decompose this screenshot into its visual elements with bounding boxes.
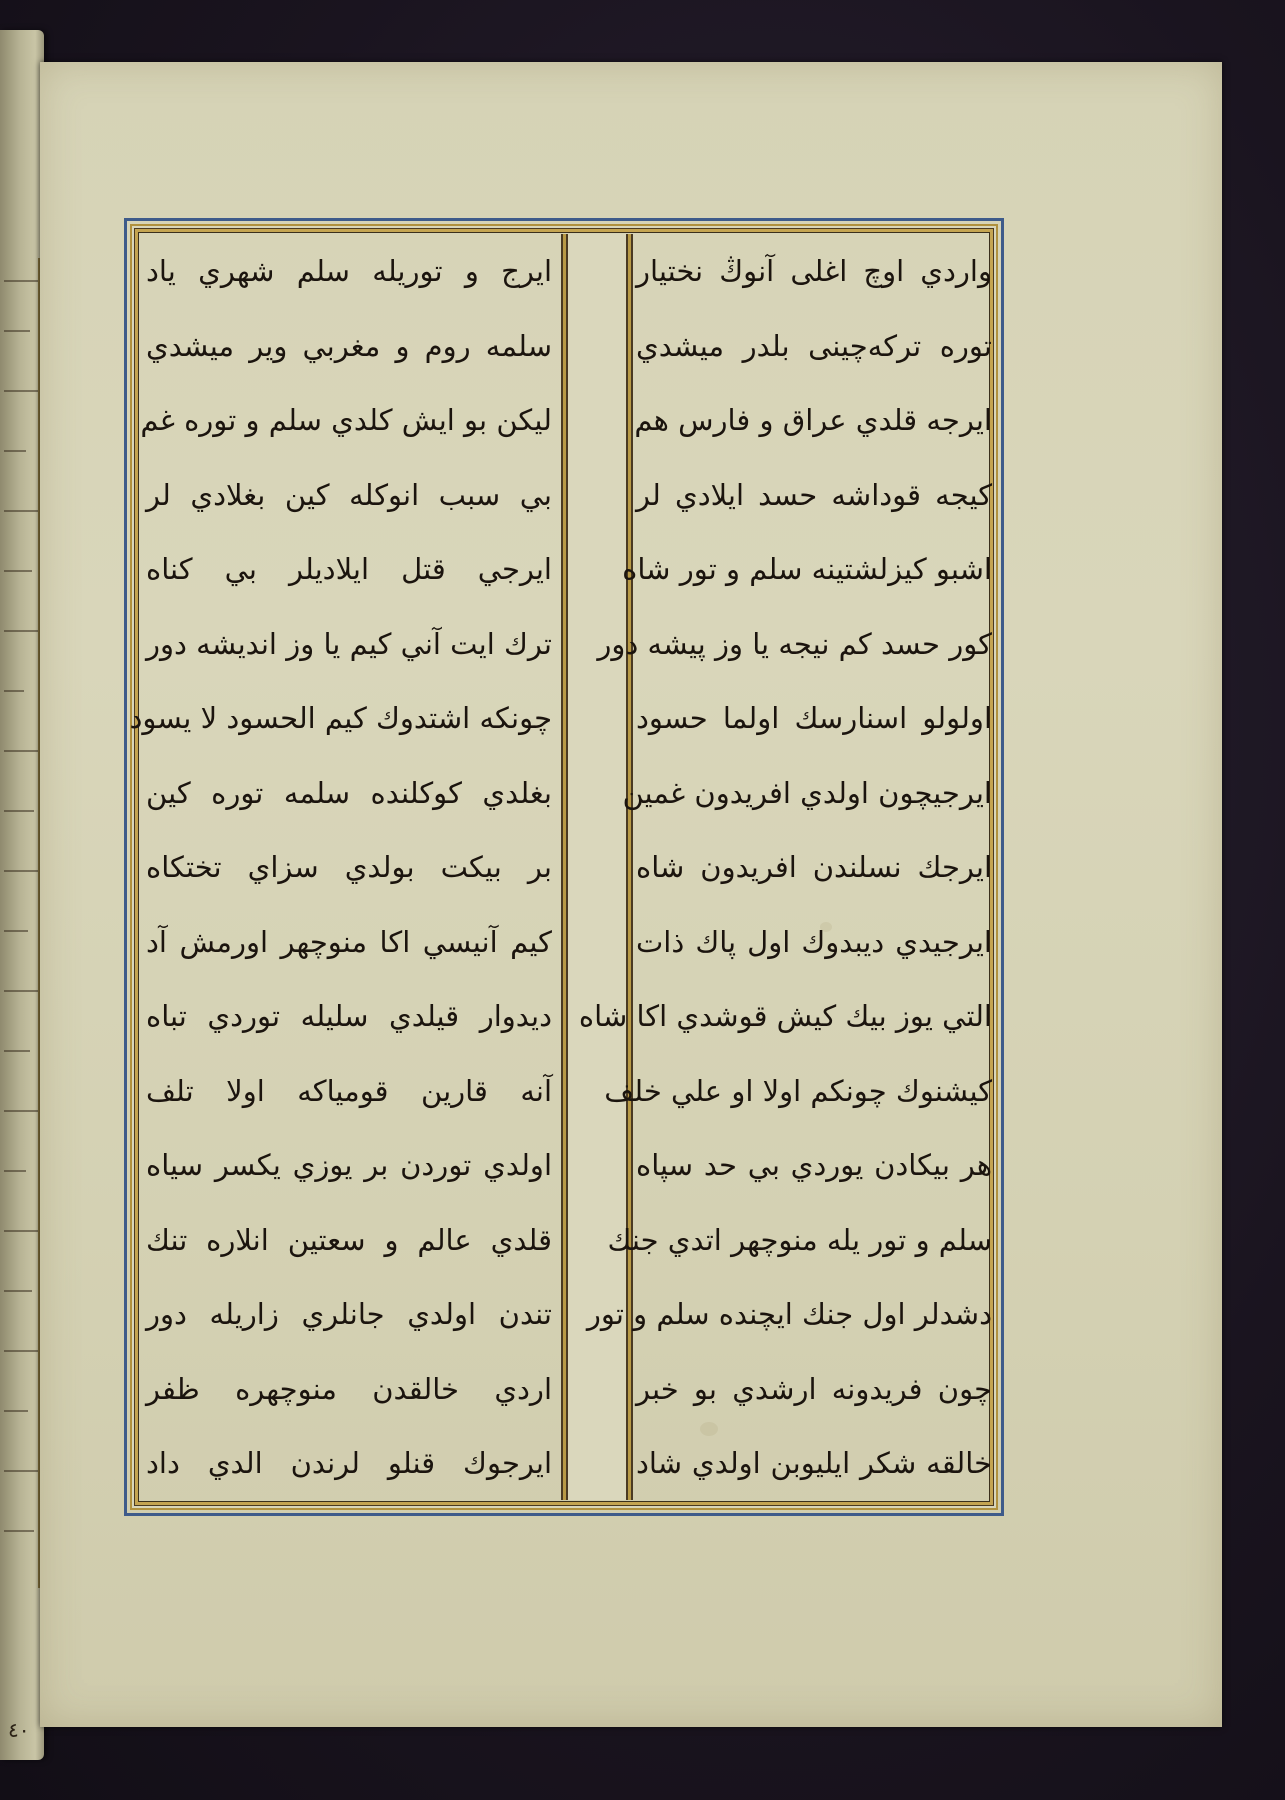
manuscript-page: [40, 62, 1222, 1727]
verse-line: آنه قارين قومياكه اولا تلف: [146, 1073, 552, 1108]
verse-line: چونكه اشتدوك كيم الحسود لا يسود: [129, 701, 552, 735]
verse-line: دشدلر اول جنك ايچنده سلم و تور: [586, 1297, 992, 1331]
verse-line: سلمه روم و مغربي وير ميشدي: [146, 328, 552, 363]
left-column: [129, 240, 556, 1494]
verse-line: ايرج و توريله سلم شهري ياد: [146, 254, 552, 288]
verse-line: هر بيكادن يوردي بي حد سپاه: [636, 1148, 992, 1182]
verse-line: ايرجي قتل ايلاديلر بي كناه: [146, 552, 552, 586]
verse-line: بي سبب انوكله كين بغلادي لر: [146, 477, 552, 512]
folio-number: ٤٠: [8, 1718, 30, 1742]
right-column: [578, 240, 996, 1494]
previous-page-edge: [0, 30, 44, 1760]
verse-line: تندن اولدي جانلري زاريله دور: [146, 1297, 552, 1331]
verse-line: چون فريدونه ارشدي بو خبر: [636, 1371, 992, 1406]
verse-line: كيم آنيسي اكا منوچهر اورمش آد: [146, 924, 552, 959]
verse-line: قلدي عالم و سعتين انلاره تنك: [146, 1222, 552, 1257]
verse-line: ديدوار قيلدي سليله توردي تباه: [146, 999, 552, 1033]
text-frame: [124, 218, 1004, 1516]
verse-line: اردي خالقدن منوچهره ظفر: [146, 1371, 552, 1406]
verse-line: ايرجيچون اولدي افريدون غمين: [622, 775, 992, 810]
verse-line: ايرجوك قنلو لرندن الدي داد: [146, 1446, 552, 1480]
verse-line: ليكن بو ايش كلدي سلم و توره غم: [140, 403, 552, 437]
verse-line: بغلدي كوكلنده سلمه توره كين: [146, 775, 552, 810]
verse-line: بر بيكت بولدي سزاي تختكاه: [146, 850, 552, 884]
verse-line: ايرجه قلدي عراق و فارس هم: [634, 403, 992, 437]
previous-page-frame-rule: [0, 258, 40, 1588]
verse-line: اشبو كيزلشتينه سلم و تور شاه: [622, 552, 992, 586]
verse-line: كور حسد كم نيجه يا وز پيشه دور: [597, 626, 992, 661]
verse-line: تورە تركەچينی بلدر ميشدي: [636, 328, 992, 363]
gold-ruling: [130, 224, 998, 1510]
verse-line: كيجه قوداشه حسد ايلادي لر: [636, 477, 992, 512]
verse-line: التي يوز بيك كيش قوشدي اكا شاه: [578, 999, 992, 1033]
verse-line: اولولو اسنارسك اولما حسود: [636, 701, 992, 735]
verse-line: كيشنوك چونكم اولا او علي خلف: [604, 1073, 992, 1108]
verse-line: ايرجيدي ديبدوك اول پاك ذات: [636, 924, 992, 959]
verse-line: واردي اوچ اغلی آنوڭ نختيار: [636, 254, 992, 288]
verse-line: ايرجك نسلندن افريدون شاه: [636, 850, 992, 884]
verse-line: خالقه شكر ايليوبن اولدي شاد: [636, 1446, 992, 1480]
verse-line: اولدي توردن بر يوزي يكسر سياه: [146, 1148, 552, 1182]
verse-line: سلم و تور يله منوچهر اتدي جنك: [607, 1222, 992, 1257]
verse-line: ترك ايت آني كيم يا وز انديشه دور: [146, 626, 552, 661]
